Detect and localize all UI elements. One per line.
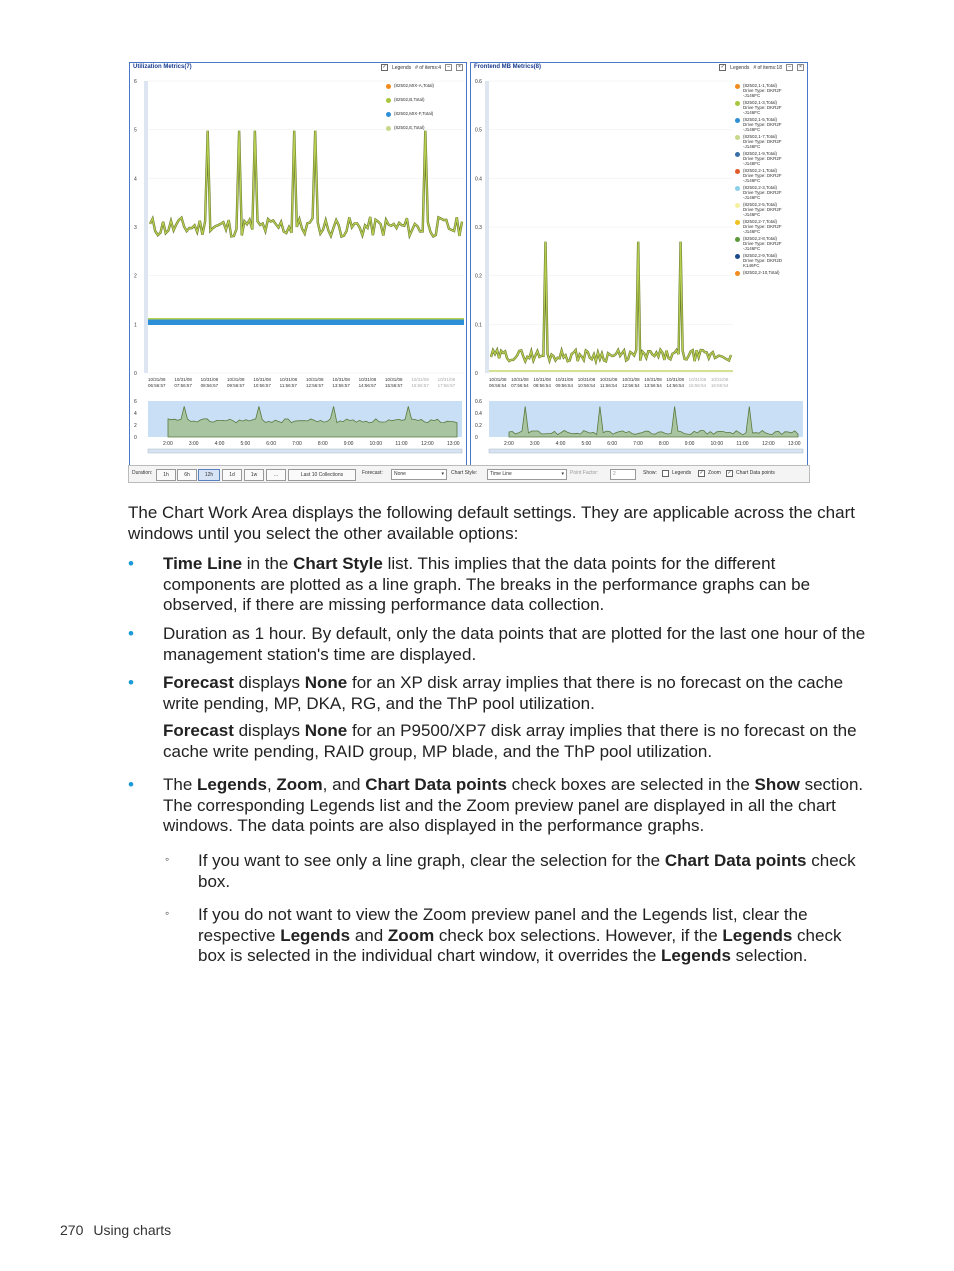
- legend-item[interactable]: [735, 168, 797, 183]
- duration-custom-button[interactable]: ...: [266, 469, 286, 481]
- legend-item[interactable]: [735, 100, 797, 115]
- items-count: # of items:4: [415, 64, 441, 71]
- zoom-x-tick: 13:00: [788, 441, 801, 447]
- zoom-x-tick: 5:00: [240, 441, 251, 447]
- duration-1w-button[interactable]: 1w: [244, 469, 264, 481]
- legend-label: (82502,1-1,Total) Drive Type: DKR2F -J146FC: [743, 83, 782, 98]
- legend-item[interactable]: [735, 202, 797, 217]
- minimize-icon[interactable]: –: [445, 64, 452, 71]
- legend-color-icon: [735, 169, 740, 174]
- x-tick-date: 10/31/08: [385, 377, 403, 382]
- legend-label: (82502,2-1,Total) Drive Type: DKR2F -J146FC: [743, 168, 782, 183]
- chart-style-label: Chart Style:: [451, 470, 478, 476]
- text-run: check boxes are selected in the: [506, 775, 755, 794]
- legend-item[interactable]: [386, 83, 464, 89]
- x-tick-time: 06:56:54: [489, 383, 507, 388]
- x-tick-time: 17:56:57: [437, 383, 456, 388]
- bold-text: None: [304, 673, 348, 692]
- y-tick-label: 0.1: [475, 322, 482, 329]
- x-tick-time: 13:56:54: [644, 383, 662, 388]
- x-tick-time: 12:56:54: [622, 383, 640, 388]
- forecast-value: None: [394, 471, 406, 477]
- bold-text: None: [304, 721, 348, 740]
- zoom-x-tick: 6:00: [607, 441, 618, 447]
- legend-color-icon: [735, 203, 740, 208]
- legend-item[interactable]: [386, 125, 464, 131]
- utilization-metrics-panel: [129, 62, 467, 466]
- forecast-p9500-paragraph: [163, 721, 870, 762]
- bullet-icon: •: [128, 673, 134, 692]
- zoom-y-tick: 0: [475, 435, 478, 441]
- show-legends-label: Legends: [672, 470, 692, 476]
- zoom-y-tick: 0.6: [475, 399, 482, 405]
- legend-label: (82502,MIX-F,Total): [394, 111, 434, 116]
- zoom-x-tick: 3:00: [529, 441, 540, 447]
- legend-label: (82502,2-8,Total) Drive Type: DKR2F -J146FC: [743, 236, 782, 251]
- bold-text: Show: [754, 775, 800, 794]
- zoom-scrollbar: [489, 449, 803, 453]
- show-zoom-label: Zoom: [708, 470, 721, 476]
- chart-work-area-screenshot: [128, 60, 808, 484]
- bold-text: Zoom: [276, 775, 323, 794]
- x-tick-date: 10/31/08: [306, 377, 324, 382]
- bullet-duration: Duration as 1 hour. By default, only the data points that are plotted for the last one hour of the management station's time are displayed.: [163, 624, 866, 664]
- legend-label: (82502,2-7,Total) Drive Type: DKR2F -J146FC: [743, 219, 782, 234]
- legend-label: (82502,2-3,Total) Drive Type: DKR2F -J146FC: [743, 185, 782, 200]
- zoom-x-tick: 4:00: [555, 441, 566, 447]
- text-run: check box.: [198, 851, 856, 891]
- close-icon[interactable]: ×: [456, 64, 463, 71]
- series-band-top: [148, 318, 464, 320]
- point-factor-input[interactable]: 2: [610, 469, 636, 480]
- text-run: displays: [233, 721, 305, 740]
- bold-text: Forecast: [163, 673, 234, 692]
- legend-list: [386, 83, 464, 139]
- legend-item[interactable]: [735, 134, 797, 149]
- bold-text: Legends: [197, 775, 267, 794]
- legend-item[interactable]: [735, 185, 797, 200]
- text-run: for an XP disk array implies that there is no forecast on the cache write pending, MP, DKA, RG, and the ThP pool utilization.: [163, 673, 844, 713]
- legend-item[interactable]: [735, 270, 797, 276]
- x-tick-date: 10/31/08: [555, 377, 574, 382]
- y-tick-label: 0.5: [475, 127, 482, 134]
- zoom-x-tick: 12:00: [421, 441, 434, 447]
- legend-color-icon: [735, 186, 740, 191]
- y-tick-label: 2: [134, 273, 137, 280]
- legend-color-icon: [735, 254, 740, 259]
- bullet-icon: •: [128, 775, 134, 794]
- zoom-x-tick: 13:00: [447, 441, 460, 447]
- bullet-time-line: [163, 554, 870, 616]
- y-tick-label: 0: [134, 371, 137, 377]
- legend-item[interactable]: [735, 219, 797, 234]
- subbullet-line-graph: [198, 851, 870, 892]
- legend-label: (82502,2-9,Total) Drive Type: DKR2D K146FC: [743, 253, 783, 268]
- y-tick-label: 5: [134, 127, 137, 134]
- legend-color-icon: [386, 98, 391, 103]
- x-tick-time: 11:56:57: [279, 383, 297, 388]
- text-run: and: [350, 925, 388, 945]
- y-tick-label: 0.3: [475, 225, 482, 231]
- y-tick-label: 1: [134, 322, 137, 329]
- bold-text: Zoom: [387, 925, 435, 945]
- zoom-x-tick: 7:00: [292, 441, 302, 447]
- forecast-label: Forecast:: [362, 470, 383, 476]
- series-line: [491, 242, 731, 362]
- zoom-x-tick: 9:00: [684, 441, 695, 447]
- legends-show-checkbox[interactable]: [662, 470, 669, 477]
- legend-item[interactable]: [386, 97, 464, 103]
- intro-paragraph: The Chart Work Area displays the following default settings. They are applicable across the chart windows until you select the other available options:: [128, 503, 855, 543]
- x-tick-date: 10/31/08: [644, 377, 662, 382]
- zoom-y-tick: 0: [134, 435, 137, 441]
- x-tick-time: 09:56:54: [555, 383, 574, 388]
- data-points-show-checkbox[interactable]: ✓: [727, 470, 732, 476]
- zoom-x-tick: 6:00: [266, 441, 277, 447]
- legend-color-icon: [735, 152, 740, 157]
- bold-text: Chart Style: [293, 554, 383, 573]
- page-number: 270: [60, 1222, 84, 1238]
- legend-color-icon: [386, 126, 391, 131]
- zoom-x-tick: 9:00: [343, 441, 354, 447]
- duration-1d-button[interactable]: 1d: [222, 469, 242, 481]
- x-tick-date: 10/31/08: [200, 377, 219, 382]
- x-tick-time: 16:56:57: [411, 383, 429, 388]
- legend-color-icon: [735, 118, 740, 123]
- text-run: If you do not want to view the Zoom preview panel and the Legends list, clear the respective: [198, 905, 808, 945]
- legend-item[interactable]: [735, 236, 797, 251]
- bullet-icon: •: [128, 554, 134, 573]
- close-icon[interactable]: ×: [797, 64, 804, 71]
- y-tick-label: 6: [134, 79, 137, 85]
- show-data-points-label: Chart Data points: [736, 470, 775, 476]
- x-tick-time: 06:56:57: [148, 383, 166, 388]
- x-tick-date: 10/31/08: [688, 377, 707, 382]
- duration-6h-button[interactable]: 6h: [177, 469, 197, 481]
- bold-text: Forecast: [163, 721, 234, 740]
- text-run: If you want to see only a line graph, clear the selection for the: [198, 851, 665, 870]
- x-tick-time: 14:56:57: [358, 383, 377, 388]
- last-10-collections-button[interactable]: Last 10 Collections: [288, 469, 356, 481]
- series-line: [150, 131, 462, 237]
- x-tick-date: 10/31/08: [174, 377, 192, 382]
- zoom-y-tick: 0.2: [475, 423, 482, 429]
- zoom-y-tick: 4: [134, 411, 137, 417]
- legend-color-icon: [735, 135, 740, 140]
- legend-item[interactable]: [735, 117, 797, 132]
- x-tick-date: 10/31/08: [411, 377, 429, 382]
- x-tick-time: 07:56:54: [511, 383, 529, 388]
- legend-label: (82502,2-5,Total) Drive Type: DKR2F -J146FC: [743, 202, 782, 217]
- zoom-y-tick: 0.4: [475, 411, 482, 417]
- x-tick-date: 10/31/08: [489, 377, 507, 382]
- legends-checkbox[interactable]: ✓: [720, 64, 725, 70]
- frontend-mb-metrics-panel: [470, 62, 808, 466]
- bullet-forecast-xp: [163, 673, 870, 714]
- x-tick-date: 10/31/08: [533, 377, 551, 382]
- legend-label: (82502,E,Total): [394, 125, 425, 130]
- panel-title: Frontend MB Metrics(8): [474, 64, 542, 70]
- x-tick-date: 10/31/08: [710, 377, 729, 382]
- series-band: [148, 319, 464, 325]
- legend-list: [735, 83, 797, 389]
- zoom-x-tick: 11:00: [736, 441, 749, 447]
- panel-title: Utilization Metrics(7): [133, 64, 192, 70]
- duration-12h-button[interactable]: 12h: [198, 469, 220, 481]
- bullet-show-section: [163, 775, 870, 837]
- x-tick-time: 10:56:57: [253, 383, 271, 388]
- legend-color-icon: [386, 84, 391, 89]
- bold-text: Legends: [722, 925, 793, 945]
- text-run: The: [163, 775, 198, 794]
- zoom-x-tick: 8:00: [658, 441, 669, 447]
- bold-text: Chart Data points: [365, 775, 507, 794]
- text-run: check box is selected in the individual chart window, it overrides the: [198, 925, 842, 965]
- x-tick-date: 10/31/08: [599, 377, 618, 382]
- x-tick-time: 08:56:57: [200, 383, 219, 388]
- legends-checkbox[interactable]: ✓: [382, 64, 387, 70]
- zoom-x-tick: 2:00: [504, 441, 514, 447]
- legend-item[interactable]: [735, 253, 797, 268]
- zoom-x-tick: 10:00: [710, 441, 724, 447]
- x-tick-time: 08:56:54: [533, 383, 551, 388]
- legend-color-icon: [386, 112, 391, 117]
- y-scroll-track: [485, 81, 489, 373]
- y-tick-label: 0.6: [475, 79, 482, 85]
- text-run: check box selections. However, if the: [434, 925, 723, 945]
- text-run: for an P9500/XP7 disk array implies that there is no forecast on the cache write pending, RAID group, MP blade, and the ThP pool utilization.: [163, 721, 857, 761]
- x-tick-time: 15:56:57: [385, 383, 403, 388]
- legend-item[interactable]: [386, 111, 464, 117]
- legend-item[interactable]: [735, 83, 797, 98]
- series-line-outline: [491, 242, 731, 362]
- zoom-x-tick: 12:00: [762, 441, 775, 447]
- legend-color-icon: [735, 271, 740, 276]
- y-tick-label: 3: [134, 225, 137, 231]
- legends-label: Legends: [730, 64, 750, 71]
- legend-color-icon: [735, 84, 740, 89]
- show-label: Show:: [643, 470, 657, 476]
- legend-color-icon: [735, 237, 740, 242]
- forecast-select[interactable]: [391, 469, 447, 480]
- x-tick-time: 16:56:54: [710, 383, 729, 388]
- y-tick-label: 0.4: [475, 176, 482, 183]
- legend-label: (82502,1-3,Total) Drive Type: DKR2F -J146FC: [743, 100, 782, 115]
- y-tick-label: 0: [475, 371, 478, 377]
- subbullet-icon: ◦: [165, 906, 170, 920]
- x-tick-time: 14:56:54: [666, 383, 684, 388]
- zoom-x-tick: 10:00: [369, 441, 383, 447]
- x-tick-time: 13:56:57: [332, 383, 350, 388]
- bold-text: Legends: [661, 946, 731, 965]
- x-tick-time: 12:56:57: [306, 383, 324, 388]
- zoom-x-tick: 7:00: [633, 441, 643, 447]
- legend-label: (82502,1-9,Total) Drive Type: DKR2F -J146FC: [743, 151, 782, 166]
- x-tick-date: 10/31/08: [622, 377, 640, 382]
- chart-style-value: Time Line: [490, 471, 512, 477]
- duration-label: Duration:: [132, 470, 153, 476]
- legend-color-icon: [735, 220, 740, 225]
- x-tick-time: 15:56:54: [688, 383, 707, 388]
- zoom-x-tick: 5:00: [581, 441, 592, 447]
- chevron-down-icon: ▾: [561, 471, 564, 477]
- zoom-y-tick: 6: [134, 399, 137, 405]
- x-tick-date: 10/31/08: [253, 377, 271, 382]
- bold-text: Time Line: [163, 554, 243, 573]
- x-tick-date: 10/31/08: [358, 377, 377, 382]
- x-tick-date: 10/31/08: [227, 377, 245, 382]
- y-scroll-track: [144, 81, 148, 373]
- zoom-y-tick: 2: [134, 423, 137, 429]
- chart-toolbar: [128, 465, 810, 483]
- text-run: displays: [233, 673, 305, 692]
- footer-section-title: Using charts: [93, 1222, 172, 1238]
- point-factor-label: Point Factor:: [570, 470, 599, 476]
- text-run: selection.: [730, 946, 808, 965]
- bold-text: Chart Data points: [664, 851, 807, 870]
- x-tick-date: 10/31/08: [332, 377, 350, 382]
- x-tick-date: 10/31/08: [511, 377, 529, 382]
- x-tick-date: 10/31/08: [437, 377, 456, 382]
- x-tick-time: 09:56:57: [227, 383, 245, 388]
- zoom-x-tick: 2:00: [163, 441, 173, 447]
- chevron-down-icon: ▾: [441, 471, 444, 477]
- minimize-icon[interactable]: –: [786, 64, 793, 71]
- zoom-x-tick: 11:00: [395, 441, 408, 447]
- legends-label: Legends: [391, 64, 412, 71]
- y-tick-label: 4: [134, 176, 137, 183]
- x-tick-time: 10:56:54: [577, 383, 596, 388]
- legend-label: (82502,1-5,Total) Drive Type: DKR2F -J146FC: [743, 117, 782, 132]
- text-run: ,: [266, 775, 277, 794]
- series-line-outline: [150, 131, 462, 237]
- x-tick-date: 10/31/08: [577, 377, 596, 382]
- subbullet-zoom-legends: [198, 905, 870, 967]
- text-run: , and: [322, 775, 366, 794]
- x-tick-time: 07:56:57: [174, 383, 192, 388]
- legend-label: (82502,2-10,Total): [743, 270, 780, 275]
- text-run: in the: [242, 554, 294, 573]
- x-tick-date: 10/31/08: [148, 377, 166, 382]
- x-tick-time: 11:56:54: [599, 383, 618, 388]
- zoom-x-tick: 8:00: [317, 441, 328, 447]
- text-run: section. The corresponding Legends list and the Zoom preview panel are displayed in all the chart windows. The data points are also displayed in the performance graphs.: [163, 775, 864, 835]
- bullet-icon: •: [128, 624, 134, 643]
- subbullet-icon: ◦: [165, 852, 170, 866]
- x-tick-date: 10/31/08: [666, 377, 684, 382]
- legend-label: (82502,B,Total): [394, 97, 425, 102]
- zoom-x-tick: 3:00: [188, 441, 199, 447]
- legend-item[interactable]: [735, 151, 797, 166]
- legend-label: (82502,MIX-A,Total): [394, 83, 435, 88]
- zoom-x-tick: 4:00: [214, 441, 225, 447]
- text-run: list. This implies that the data points for the different components are plotted as a line graph. The breaks in the performance graphs can be observed, if there are missing performance data collection.: [163, 554, 811, 614]
- duration-1h-button[interactable]: 1h: [156, 469, 176, 481]
- page-footer: [60, 1222, 171, 1238]
- x-tick-date: 10/31/08: [279, 377, 298, 382]
- legend-color-icon: [735, 101, 740, 106]
- zoom-show-checkbox[interactable]: ✓: [699, 470, 704, 476]
- items-count: # of items:18: [753, 64, 782, 71]
- chart-style-select[interactable]: [487, 469, 567, 480]
- legend-label: (82502,1-7,Total) Drive Type: DKR2F -J146FC: [743, 134, 782, 149]
- y-tick-label: 0.2: [475, 273, 482, 280]
- bold-text: Legends: [280, 925, 351, 945]
- zoom-scrollbar: [148, 449, 462, 453]
